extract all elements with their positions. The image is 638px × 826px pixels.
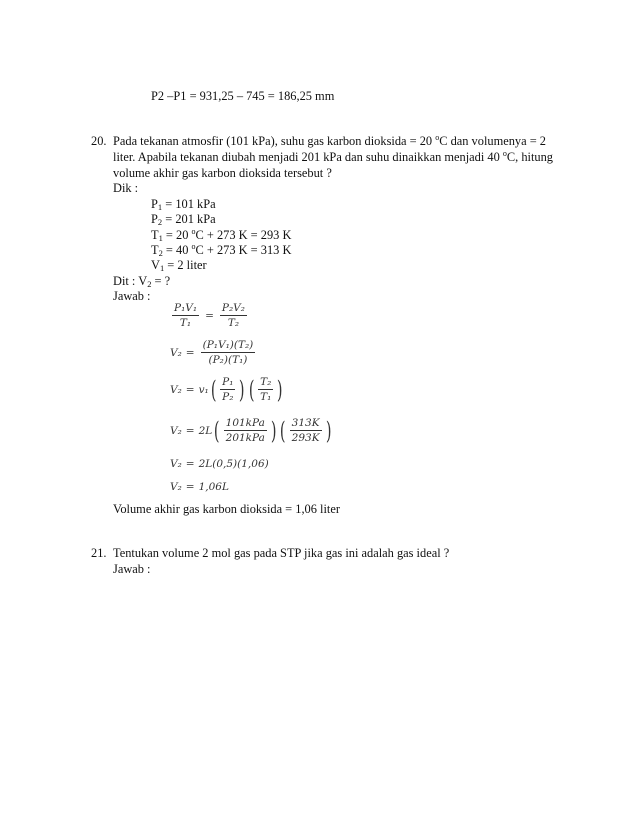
dik-label: Dik : — [113, 181, 139, 195]
question-20-number: 20. — [91, 134, 107, 148]
equation-v2-substituted: V₂ = 2L ( $\frac{\text{101kPa}}{\text{201kPa}}$ ) ( $\frac{313K}{293K}$ ) — [170, 416, 332, 445]
equation-v2-ratios: V₂ = v₁ ( $\frac{\text{P₁}}{\text{P₂}}$ ) ( $\frac{\text{T₂}}{\text{T₁}}$ ) — [170, 375, 283, 404]
question-20-line-2: liter. Apabila tekanan diubah menjadi 201 kPa dan suhu dinaikkan menjadi 40 $^o$C, hitung — [113, 149, 554, 164]
jawab-label-21: Jawab : — [113, 562, 151, 576]
question-20-line-1: Pada tekanan atmosfir (101 kPa), suhu gas karbon dioksida = 20 $^o$C dan volumenya = 2 — [113, 133, 546, 148]
given-p2: $P_2 = 201$ kPa — [151, 212, 216, 227]
equation-v2-rearranged: V₂ = $\frac{\text{(P₁V₁)(T₂)}}{\text{(P₂)(T₁)}}$ — [170, 339, 254, 366]
conclusion-20: Volume akhir gas karbon dioksida = 1,06 liter — [113, 502, 340, 516]
given-p1: $P_1 = 101$ kPa — [151, 197, 216, 212]
question-21-line-1: Tentukan volume 2 mol gas pada STP jika gas ini adalah gas ideal ? — [113, 546, 450, 560]
given-v1: $V_1 = 2$ liter — [151, 258, 207, 273]
equation-combined-gas-law: $\frac{\text{P₁V₁}}{\text{T₁}}$ = $\frac{\text{P₂V₂}}{\text{T₂}}$ — [174, 302, 245, 329]
previous-answer-line: P2 –P1 = 931,25 – 745 = 186,25 mm — [151, 89, 335, 103]
dit-line: Dit : $V_2$ = ? — [113, 274, 171, 289]
question-20-line-3: volume akhir gas karbon dioksida tersebut ? — [113, 166, 332, 180]
given-t2: $T_2 = 40$ $^o$C + 273 K = 313 K — [151, 242, 292, 258]
given-t1: $T_1 = 20$ $^o$C + 273 K = 293 K — [151, 227, 292, 243]
question-21-number: 21. — [91, 546, 107, 560]
equation-v2-result: V₂ = 1,06L — [170, 481, 229, 493]
equation-v2-numeric: V₂ = 2L(0,5)(1,06) — [170, 458, 269, 470]
jawab-label-20: Jawab : — [113, 289, 151, 303]
